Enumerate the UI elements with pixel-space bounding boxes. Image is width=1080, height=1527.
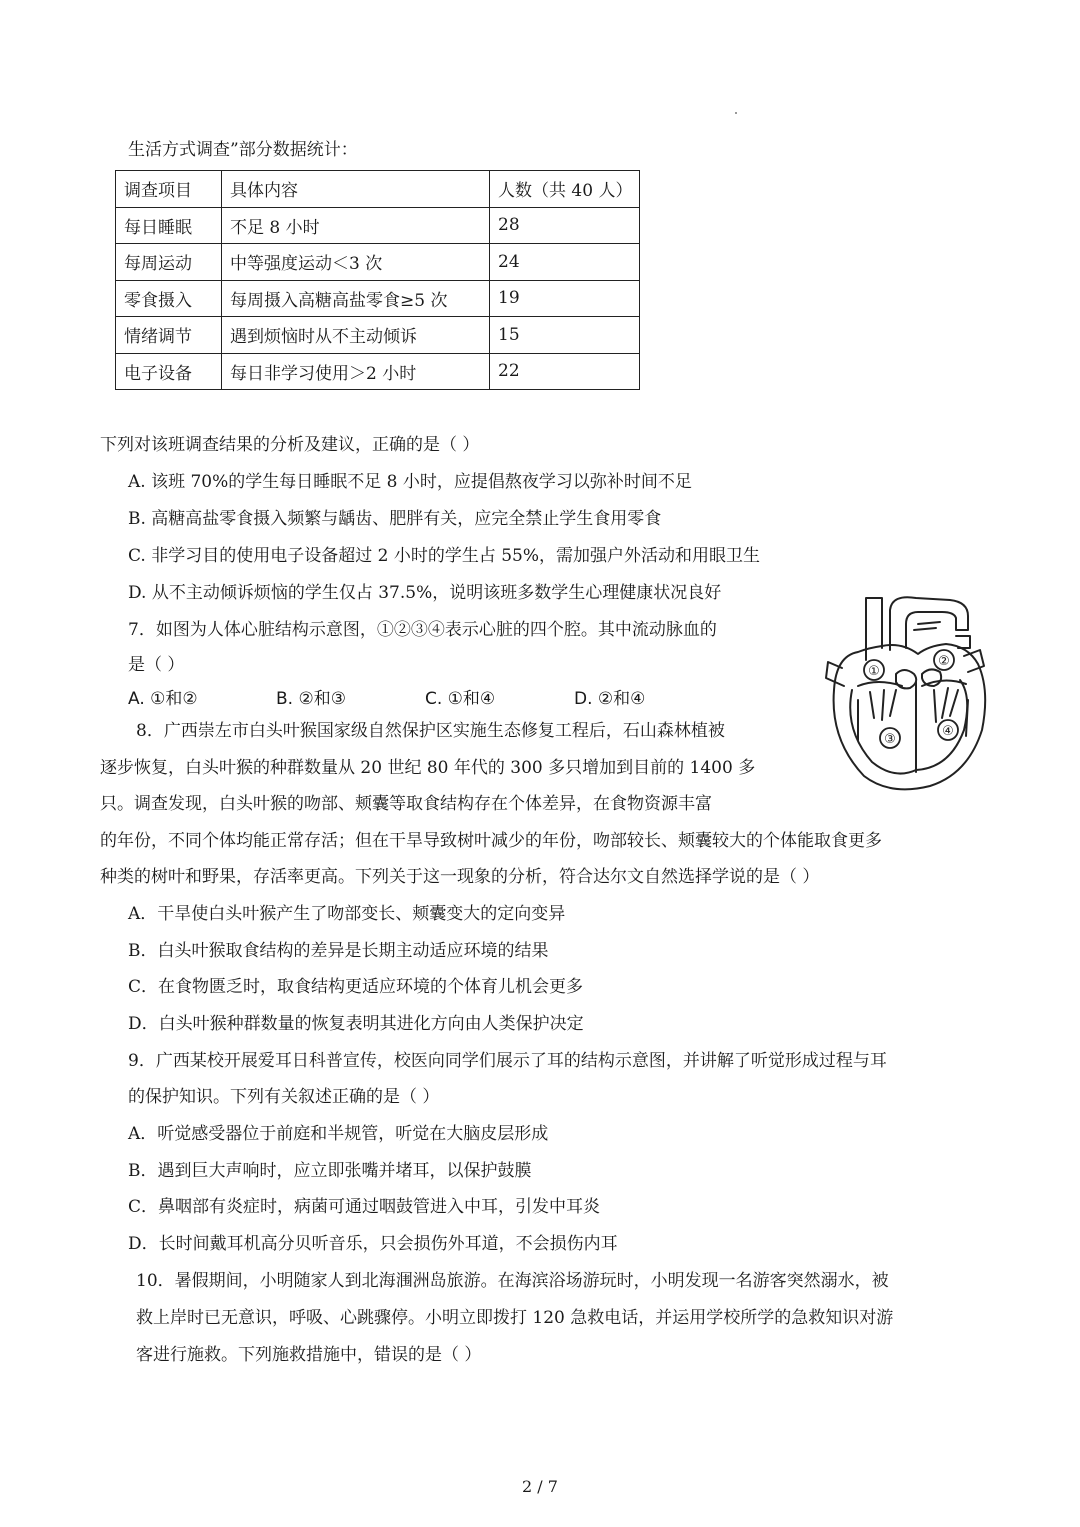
q6-option-d: D. 从不主动倾诉烦恼的学生仅占 37.5%，说明该班多数学生心理健康状况良好: [128, 583, 722, 603]
table-cell: 15: [490, 317, 640, 354]
table-cell: 每周运动: [116, 244, 222, 281]
q8-option-d: D．白头叶猴种群数量的恢复表明其进化方向由人类保护决定: [128, 1014, 584, 1034]
speck: [735, 112, 737, 114]
chamber-label: ③: [884, 732, 896, 747]
q10-line: 客进行施救。下列施救措施中，错误的是（ ）: [136, 1345, 482, 1365]
header-cell: 调查项目: [116, 171, 222, 208]
table-cell: 零食摄入: [116, 280, 222, 317]
q6-stem: 下列对该班调查结果的分析及建议，正确的是（ ）: [100, 435, 480, 455]
q9-option-a: A．听觉感受器位于前庭和半规管，听觉在大脑皮层形成: [128, 1124, 549, 1144]
table-cell: 24: [490, 244, 640, 281]
table-intro: 生活方式调查”部分数据统计：: [128, 140, 358, 160]
table-cell: 22: [490, 353, 640, 390]
table-cell: 中等强度运动＜3 次: [222, 244, 490, 281]
q8-line: 的年份，不同个体均能正常存活；但在干旱导致树叶减少的年份，吻部较长、颊囊较大的个体能取食更多: [100, 831, 882, 851]
q6-option-c: C. 非学习目的使用电子设备超过 2 小时的学生占 55%，需加强户外活动和用眼卫生: [128, 546, 761, 566]
table-cell: 遇到烦恼时从不主动倾诉: [222, 317, 490, 354]
q7-stem-line2: 是（ ）: [128, 655, 185, 675]
q9-option-b: B．遇到巨大声响时，应立即张嘴并堵耳，以保护鼓膜: [128, 1161, 532, 1181]
chamber-label: ①: [868, 664, 880, 679]
q6-option-b: B. 高糖高盐零食摄入频繁与龋齿、肥胖有关，应完全禁止学生食用零食: [128, 509, 662, 529]
chamber-label: ②: [938, 654, 950, 669]
survey-table: [115, 170, 640, 390]
page-number: 2 / 7: [522, 1477, 558, 1496]
table-cell: 19: [490, 280, 640, 317]
table-cell: 28: [490, 207, 640, 244]
table-header-row: [116, 171, 640, 208]
table-row: [116, 280, 640, 317]
table-cell: 电子设备: [116, 353, 222, 390]
q10-line: 救上岸时已无意识，呼吸、心跳骤停。小明立即拨打 120 急救电话，并运用学校所学的急救知识对游: [136, 1308, 894, 1328]
q8-option-a: A．干旱使白头叶猴产生了吻部变长、颊囊变大的定向变异: [128, 904, 566, 924]
q7-option-a: A. ①和②: [128, 689, 198, 709]
q6-option-a: A. 该班 70%的学生每日睡眠不足 8 小时，应提倡熬夜学习以弥补时间不足: [128, 472, 692, 492]
table-cell: 每周摄入高糖高盐零食≥5 次: [222, 280, 490, 317]
q8-line: 8．广西崇左市白头叶猴国家级自然保护区实施生态修复工程后，石山森林植被: [136, 721, 725, 741]
header-cell: 人数（共 40 人）: [490, 171, 640, 208]
table-row: [116, 244, 640, 281]
q10-line: 10．暑假期间，小明随家人到北海涠洲岛旅游。在海滨浴场游玩时，小明发现一名游客突然溺水，被: [136, 1271, 889, 1291]
q9-option-c: C．鼻咽部有炎症时，病菌可通过咽鼓管进入中耳，引发中耳炎: [128, 1197, 601, 1217]
header-cell: 具体内容: [222, 171, 490, 208]
q8-line: 种类的树叶和野果，存活率更高。下列关于这一现象的分析，符合达尔文自然选择学说的是（ ）: [100, 867, 820, 887]
heart-diagram: [818, 590, 998, 800]
table-cell: 每日非学习使用＞2 小时: [222, 353, 490, 390]
q7-stem-line1: 7．如图为人体心脏结构示意图，①②③④表示心脏的四个腔。其中流动脉血的: [128, 620, 717, 640]
table-row: [116, 207, 640, 244]
table-cell: 情绪调节: [116, 317, 222, 354]
table-cell: 每日睡眠: [116, 207, 222, 244]
q8-option-b: B．白头叶猴取食结构的差异是长期主动适应环境的结果: [128, 941, 549, 961]
table-row: [116, 353, 640, 390]
q7-option-d: D. ②和④: [574, 689, 646, 709]
q7-option-c: C. ①和④: [425, 689, 496, 709]
table-cell: 不足 8 小时: [222, 207, 490, 244]
q9-line: 的保护知识。下列有关叙述正确的是（ ）: [128, 1087, 440, 1107]
q9-line: 9．广西某校开展爱耳日科普宣传，校医向同学们展示了耳的结构示意图，并讲解了听觉形成过程与耳: [128, 1051, 887, 1071]
chamber-label: ④: [942, 724, 954, 739]
q7-option-b: B. ②和③: [276, 689, 346, 709]
q8-line: 只。调查发现，白头叶猴的吻部、颊囊等取食结构存在个体差异，在食物资源丰富: [100, 794, 712, 814]
q8-option-c: C．在食物匮乏时，取食结构更适应环境的个体育儿机会更多: [128, 977, 584, 997]
q9-option-d: D．长时间戴耳机高分贝听音乐，只会损伤外耳道，不会损伤内耳: [128, 1234, 618, 1254]
q8-line: 逐步恢复，白头叶猴的种群数量从 20 世纪 80 年代的 300 多只增加到目前的 1400 多: [100, 758, 756, 778]
table-row: [116, 317, 640, 354]
